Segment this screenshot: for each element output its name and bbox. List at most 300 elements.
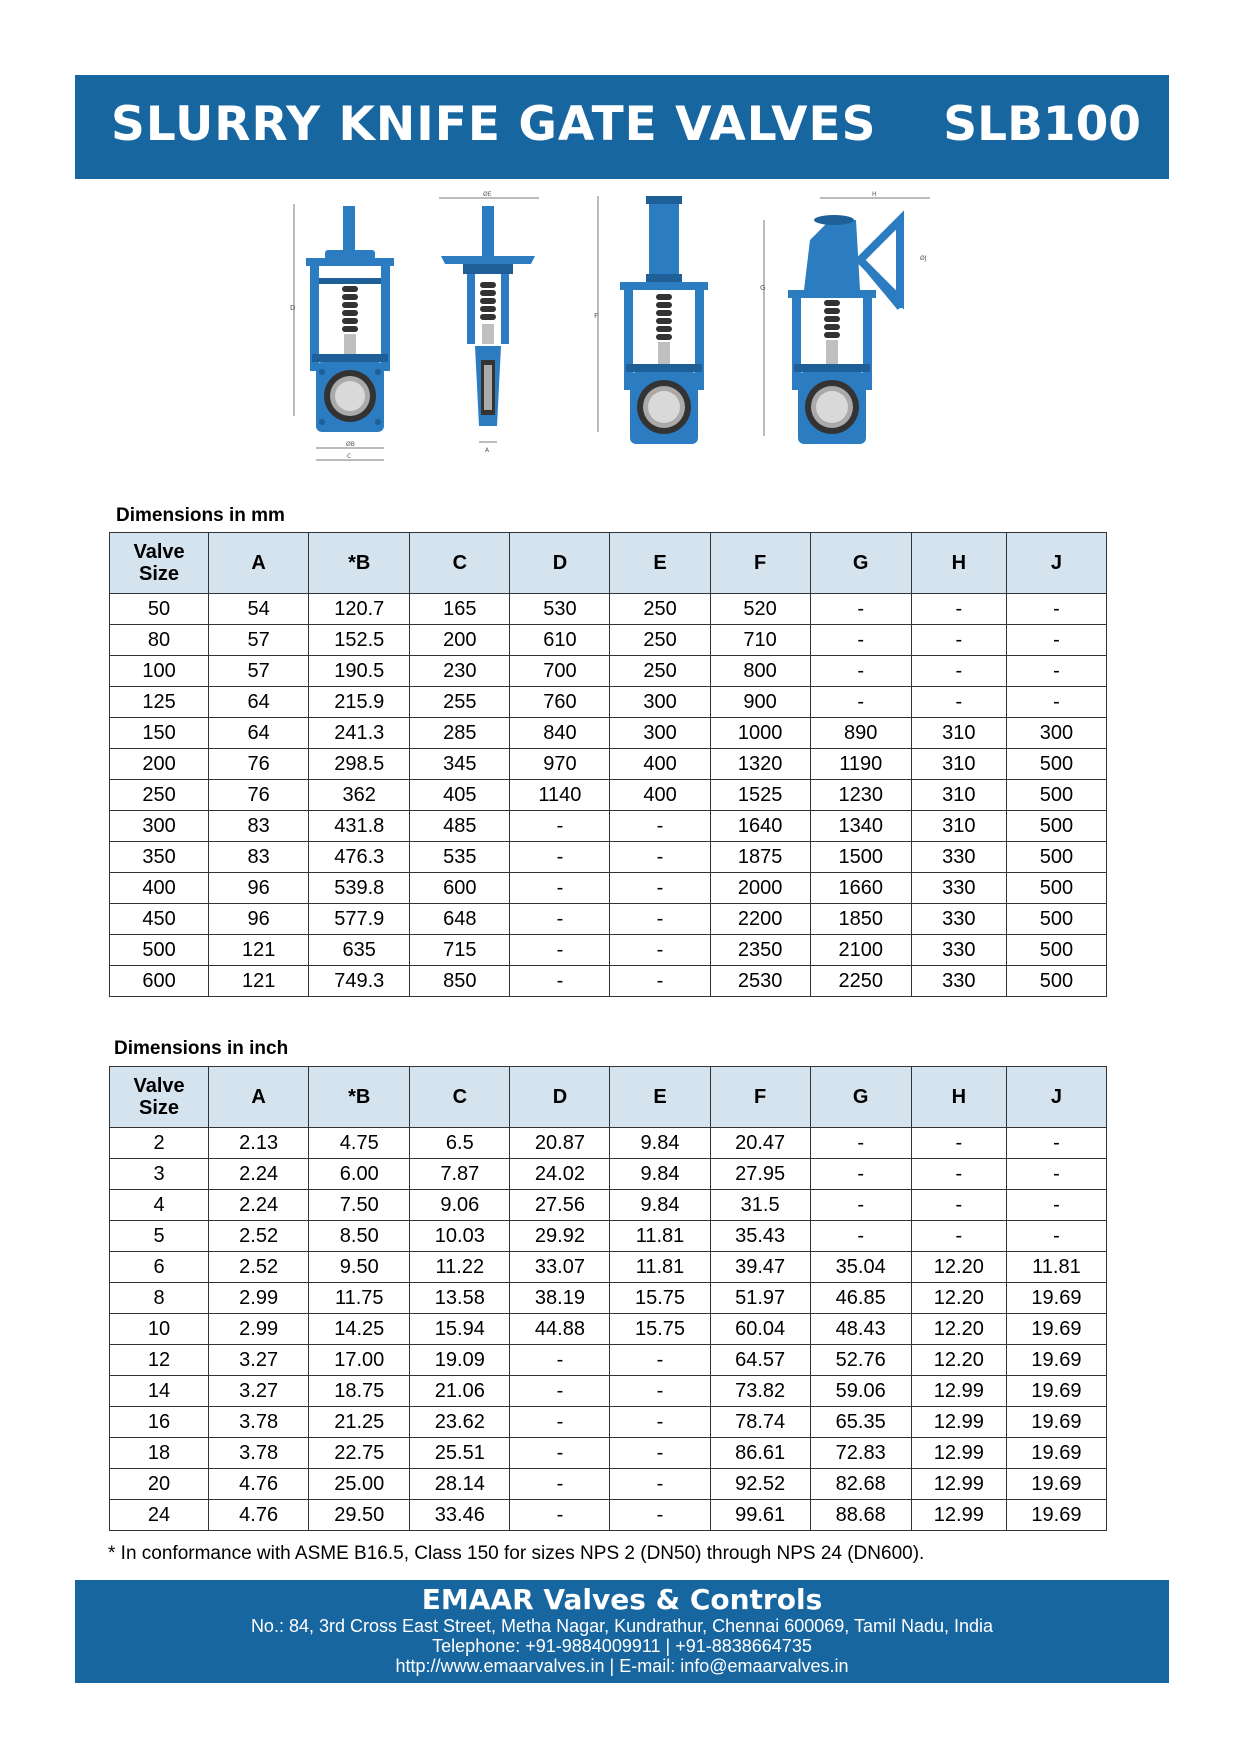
- table-cell: 38.19: [510, 1283, 610, 1314]
- table-cell: 14.25: [309, 1314, 410, 1345]
- table-cell: 12.20: [911, 1283, 1006, 1314]
- table-cell: 4.76: [209, 1500, 309, 1531]
- page-footer: [75, 1580, 1169, 1683]
- table-cell: 21.06: [410, 1376, 510, 1407]
- table-cell: -: [810, 594, 911, 625]
- table-cell: 600: [110, 966, 209, 997]
- table-cell: 500: [1006, 811, 1106, 842]
- column-header: H: [911, 533, 1006, 594]
- table-cell: 250: [110, 780, 209, 811]
- table-cell: 500: [1006, 842, 1106, 873]
- table-cell: 20.87: [510, 1128, 610, 1159]
- table-cell: 99.61: [710, 1500, 810, 1531]
- valve-drawings: [280, 190, 1000, 495]
- table-cell: -: [510, 1407, 610, 1438]
- table-cell: 840: [510, 718, 610, 749]
- table-cell: 520: [710, 594, 810, 625]
- table-cell: 64.57: [710, 1345, 810, 1376]
- table-cell: 9.50: [309, 1252, 410, 1283]
- table-row: [110, 1500, 1107, 1531]
- table-cell: 400: [110, 873, 209, 904]
- table-cell: 64: [209, 687, 309, 718]
- column-header: *B: [309, 533, 410, 594]
- valve-gear-operator-view: [760, 190, 940, 495]
- table-cell: -: [1006, 1221, 1106, 1252]
- table-cell: 648: [410, 904, 510, 935]
- table-cell: 330: [911, 842, 1006, 873]
- table-cell: 76: [209, 780, 309, 811]
- table-cell: -: [1006, 594, 1106, 625]
- table-cell: 8: [110, 1283, 209, 1314]
- table-cell: 1850: [810, 904, 911, 935]
- table-cell: 17.00: [309, 1345, 410, 1376]
- table-cell: 19.09: [410, 1345, 510, 1376]
- table-cell: 285: [410, 718, 510, 749]
- table-cell: 3: [110, 1159, 209, 1190]
- table-cell: 57: [209, 625, 309, 656]
- table-cell: 4.76: [209, 1469, 309, 1500]
- table-cell: 20: [110, 1469, 209, 1500]
- table-cell: 250: [610, 656, 710, 687]
- table-cell: 11.81: [610, 1252, 710, 1283]
- table-cell: 35.04: [810, 1252, 911, 1283]
- table-cell: 19.69: [1006, 1469, 1106, 1500]
- table-cell: 8.50: [309, 1221, 410, 1252]
- table-cell: -: [510, 1500, 610, 1531]
- table-row: [110, 1314, 1107, 1345]
- table-cell: 2.52: [209, 1221, 309, 1252]
- table-cell: 1320: [710, 749, 810, 780]
- table-cell: 350: [110, 842, 209, 873]
- column-header: D: [510, 533, 610, 594]
- table-cell: 152.5: [309, 625, 410, 656]
- table-row: [110, 966, 1107, 997]
- table-header-row: [110, 1067, 1107, 1128]
- table-cell: 610: [510, 625, 610, 656]
- table-cell: 1140: [510, 780, 610, 811]
- table-cell: 86.61: [710, 1438, 810, 1469]
- table-cell: 13.58: [410, 1283, 510, 1314]
- table-cell: 2: [110, 1128, 209, 1159]
- table-cell: 700: [510, 656, 610, 687]
- table-row: [110, 1128, 1107, 1159]
- column-header: Valve Size: [110, 533, 209, 594]
- dimensions-inch-table: [109, 1066, 1107, 1531]
- table-cell: 11.81: [610, 1221, 710, 1252]
- table-cell: 15.75: [610, 1283, 710, 1314]
- table-cell: 78.74: [710, 1407, 810, 1438]
- table-row: [110, 1159, 1107, 1190]
- table-cell: 29.50: [309, 1500, 410, 1531]
- table-cell: -: [810, 625, 911, 656]
- table-cell: -: [810, 687, 911, 718]
- table-cell: 46.85: [810, 1283, 911, 1314]
- table-cell: 345: [410, 749, 510, 780]
- table-cell: 125: [110, 687, 209, 718]
- table-cell: 96: [209, 904, 309, 935]
- table-cell: -: [911, 1159, 1006, 1190]
- table-cell: 1875: [710, 842, 810, 873]
- table-cell: 121: [209, 966, 309, 997]
- table-cell: 2200: [710, 904, 810, 935]
- table-cell: 82.68: [810, 1469, 911, 1500]
- table-cell: 800: [710, 656, 810, 687]
- table-cell: 1230: [810, 780, 911, 811]
- table-cell: 6.00: [309, 1159, 410, 1190]
- company-telephone: Telephone: +91-9884009911 | +91-8838664735: [432, 1636, 812, 1656]
- table-cell: 52.76: [810, 1345, 911, 1376]
- table-cell: 310: [911, 718, 1006, 749]
- table-cell: 330: [911, 935, 1006, 966]
- table-cell: -: [610, 966, 710, 997]
- table-cell: 12.99: [911, 1438, 1006, 1469]
- table-cell: 890: [810, 718, 911, 749]
- table-cell: -: [510, 935, 610, 966]
- table-cell: 120.7: [309, 594, 410, 625]
- table-cell: 4: [110, 1190, 209, 1221]
- dimension-label-g: G: [760, 284, 766, 292]
- table-cell: 12.20: [911, 1314, 1006, 1345]
- table-cell: 362: [309, 780, 410, 811]
- mm-table-title: Dimensions in mm: [116, 505, 285, 526]
- table-cell: 2.24: [209, 1159, 309, 1190]
- table-cell: 19.69: [1006, 1438, 1106, 1469]
- table-cell: 2.24: [209, 1190, 309, 1221]
- table-cell: 28.14: [410, 1469, 510, 1500]
- dimension-label-a: A: [485, 447, 490, 454]
- table-cell: 25.00: [309, 1469, 410, 1500]
- dimension-label-e: ØE: [483, 191, 492, 198]
- table-cell: 9.84: [610, 1159, 710, 1190]
- table-cell: 310: [911, 780, 1006, 811]
- table-cell: 431.8: [309, 811, 410, 842]
- table-cell: 298.5: [309, 749, 410, 780]
- table-cell: -: [510, 1345, 610, 1376]
- table-cell: 970: [510, 749, 610, 780]
- table-cell: -: [510, 1438, 610, 1469]
- dimension-label-j: ØJ: [920, 255, 927, 262]
- table-cell: 88.68: [810, 1500, 911, 1531]
- table-cell: 1500: [810, 842, 911, 873]
- table-cell: 3.78: [209, 1438, 309, 1469]
- table-cell: -: [810, 1190, 911, 1221]
- dimension-label-f: F: [594, 312, 599, 320]
- table-cell: 11.22: [410, 1252, 510, 1283]
- table-cell: -: [510, 811, 610, 842]
- table-cell: 850: [410, 966, 510, 997]
- table-cell: 22.75: [309, 1438, 410, 1469]
- table-row: [110, 1376, 1107, 1407]
- valve-handwheel-front-view: [290, 190, 415, 495]
- table-cell: 24.02: [510, 1159, 610, 1190]
- table-cell: 1000: [710, 718, 810, 749]
- table-cell: 6.5: [410, 1128, 510, 1159]
- table-cell: 500: [1006, 780, 1106, 811]
- table-row: [110, 780, 1107, 811]
- table-row: [110, 718, 1107, 749]
- table-cell: 310: [911, 811, 1006, 842]
- table-cell: -: [911, 625, 1006, 656]
- table-row: [110, 873, 1107, 904]
- table-cell: 1340: [810, 811, 911, 842]
- table-cell: 200: [110, 749, 209, 780]
- table-cell: 7.50: [309, 1190, 410, 1221]
- table-cell: 12.99: [911, 1500, 1006, 1531]
- table-cell: 539.8: [309, 873, 410, 904]
- table-row: [110, 811, 1107, 842]
- table-cell: -: [610, 1345, 710, 1376]
- table-cell: -: [911, 1190, 1006, 1221]
- table-row: [110, 594, 1107, 625]
- table-cell: 65.35: [810, 1407, 911, 1438]
- table-row: [110, 625, 1107, 656]
- table-cell: 215.9: [309, 687, 410, 718]
- table-cell: -: [510, 1376, 610, 1407]
- table-cell: -: [510, 873, 610, 904]
- table-cell: -: [911, 1128, 1006, 1159]
- table-cell: 715: [410, 935, 510, 966]
- table-cell: 9.06: [410, 1190, 510, 1221]
- table-row: [110, 1407, 1107, 1438]
- table-cell: 3.27: [209, 1376, 309, 1407]
- table-cell: 500: [1006, 966, 1106, 997]
- table-cell: 44.88: [510, 1314, 610, 1345]
- column-header: E: [610, 533, 710, 594]
- table-cell: -: [810, 1159, 911, 1190]
- table-cell: 57: [209, 656, 309, 687]
- table-cell: 9.84: [610, 1128, 710, 1159]
- table-cell: -: [911, 687, 1006, 718]
- table-cell: 121: [209, 935, 309, 966]
- dimension-label-h: H: [872, 191, 877, 198]
- table-cell: 72.83: [810, 1438, 911, 1469]
- table-cell: -: [510, 966, 610, 997]
- table-cell: 330: [911, 873, 1006, 904]
- table-cell: 2350: [710, 935, 810, 966]
- column-header: A: [209, 1067, 309, 1128]
- table-cell: 250: [610, 594, 710, 625]
- table-cell: 23.62: [410, 1407, 510, 1438]
- dimensions-mm-table: [109, 532, 1107, 997]
- table-row: [110, 1438, 1107, 1469]
- table-cell: 760: [510, 687, 610, 718]
- table-cell: -: [810, 1128, 911, 1159]
- table-cell: 485: [410, 811, 510, 842]
- table-cell: 7.87: [410, 1159, 510, 1190]
- table-cell: -: [1006, 1159, 1106, 1190]
- table-cell: -: [911, 656, 1006, 687]
- table-row: [110, 1252, 1107, 1283]
- column-header: E: [610, 1067, 710, 1128]
- table-cell: -: [1006, 656, 1106, 687]
- table-cell: 12.20: [911, 1345, 1006, 1376]
- footnote: * In conformance with ASME B16.5, Class 150 for sizes NPS 2 (DN50) through NPS 24 (DN600).: [108, 1543, 925, 1564]
- table-cell: 500: [110, 935, 209, 966]
- table-cell: -: [1006, 1128, 1106, 1159]
- company-address: No.: 84, 3rd Cross East Street, Metha Nagar, Kundrathur, Chennai 600069, Tamil Nadu, India: [250, 1616, 994, 1636]
- table-cell: 3.27: [209, 1345, 309, 1376]
- table-cell: 19.69: [1006, 1345, 1106, 1376]
- table-cell: -: [510, 842, 610, 873]
- table-cell: 2100: [810, 935, 911, 966]
- table-cell: 1525: [710, 780, 810, 811]
- table-cell: -: [510, 904, 610, 935]
- table-cell: 51.97: [710, 1283, 810, 1314]
- table-cell: 405: [410, 780, 510, 811]
- table-cell: 250: [610, 625, 710, 656]
- table-cell: -: [810, 1221, 911, 1252]
- table-cell: 9.84: [610, 1190, 710, 1221]
- table-cell: -: [610, 873, 710, 904]
- table-cell: 600: [410, 873, 510, 904]
- table-cell: 21.25: [309, 1407, 410, 1438]
- table-cell: -: [610, 935, 710, 966]
- table-cell: 92.52: [710, 1469, 810, 1500]
- table-header-row: [110, 533, 1107, 594]
- company-name: EMAAR Valves & Controls: [421, 1583, 823, 1616]
- table-cell: -: [610, 1376, 710, 1407]
- table-cell: 73.82: [710, 1376, 810, 1407]
- page-header: [75, 75, 1169, 179]
- table-row: [110, 1221, 1107, 1252]
- table-cell: 900: [710, 687, 810, 718]
- table-cell: 330: [911, 904, 1006, 935]
- table-cell: 27.95: [710, 1159, 810, 1190]
- table-cell: -: [1006, 687, 1106, 718]
- table-cell: 530: [510, 594, 610, 625]
- table-cell: 310: [911, 749, 1006, 780]
- table-cell: 300: [1006, 718, 1106, 749]
- table-cell: 54: [209, 594, 309, 625]
- table-cell: 500: [1006, 935, 1106, 966]
- valve-pneumatic-actuator-view: [594, 190, 719, 495]
- table-cell: 300: [610, 687, 710, 718]
- valve-side-view: [437, 190, 547, 495]
- table-row: [110, 1190, 1107, 1221]
- table-cell: 200: [410, 625, 510, 656]
- table-cell: 3.78: [209, 1407, 309, 1438]
- table-cell: -: [610, 842, 710, 873]
- table-cell: 400: [610, 749, 710, 780]
- dimension-label-b: ØB: [346, 441, 355, 448]
- column-header: D: [510, 1067, 610, 1128]
- column-header: J: [1006, 1067, 1106, 1128]
- table-row: [110, 1345, 1107, 1376]
- dimension-label-c: C: [347, 453, 352, 460]
- table-cell: 14: [110, 1376, 209, 1407]
- table-cell: 300: [610, 718, 710, 749]
- column-header: H: [911, 1067, 1006, 1128]
- table-cell: -: [610, 1407, 710, 1438]
- table-cell: 15.94: [410, 1314, 510, 1345]
- table-cell: -: [610, 811, 710, 842]
- table-cell: 19.69: [1006, 1500, 1106, 1531]
- table-cell: 59.06: [810, 1376, 911, 1407]
- table-cell: 165: [410, 594, 510, 625]
- column-header: A: [209, 533, 309, 594]
- table-cell: 25.51: [410, 1438, 510, 1469]
- column-header: G: [810, 1067, 911, 1128]
- column-header: F: [710, 1067, 810, 1128]
- table-cell: -: [610, 1500, 710, 1531]
- table-cell: 18.75: [309, 1376, 410, 1407]
- dimension-label-d: D: [290, 304, 296, 312]
- table-cell: -: [510, 1469, 610, 1500]
- column-header: J: [1006, 533, 1106, 594]
- table-row: [110, 842, 1107, 873]
- table-cell: 190.5: [309, 656, 410, 687]
- table-cell: 500: [1006, 873, 1106, 904]
- table-row: [110, 749, 1107, 780]
- table-cell: 27.56: [510, 1190, 610, 1221]
- table-cell: 29.92: [510, 1221, 610, 1252]
- table-cell: 96: [209, 873, 309, 904]
- table-cell: 577.9: [309, 904, 410, 935]
- table-row: [110, 935, 1107, 966]
- table-cell: -: [610, 904, 710, 935]
- table-cell: 2530: [710, 966, 810, 997]
- table-cell: 535: [410, 842, 510, 873]
- table-row: [110, 1469, 1107, 1500]
- table-cell: 19.69: [1006, 1407, 1106, 1438]
- table-cell: -: [911, 1221, 1006, 1252]
- table-cell: 12.99: [911, 1376, 1006, 1407]
- table-cell: 710: [710, 625, 810, 656]
- table-cell: 18: [110, 1438, 209, 1469]
- table-cell: 64: [209, 718, 309, 749]
- column-header: G: [810, 533, 911, 594]
- table-cell: 1640: [710, 811, 810, 842]
- table-cell: 12: [110, 1345, 209, 1376]
- table-cell: 76: [209, 749, 309, 780]
- table-cell: 476.3: [309, 842, 410, 873]
- inch-table-title: Dimensions in inch: [114, 1038, 289, 1059]
- table-cell: 15.75: [610, 1314, 710, 1345]
- table-cell: 330: [911, 966, 1006, 997]
- table-cell: 31.5: [710, 1190, 810, 1221]
- table-cell: 2.52: [209, 1252, 309, 1283]
- table-cell: 24: [110, 1500, 209, 1531]
- table-cell: 60.04: [710, 1314, 810, 1345]
- table-cell: 100: [110, 656, 209, 687]
- table-cell: 1660: [810, 873, 911, 904]
- company-web-email: http://www.emaarvalves.in | E-mail: info@emaarvalves.in: [395, 1656, 849, 1676]
- column-header: *B: [309, 1067, 410, 1128]
- column-header: C: [410, 1067, 510, 1128]
- table-cell: 2.99: [209, 1283, 309, 1314]
- table-cell: 635: [309, 935, 410, 966]
- table-cell: 11.75: [309, 1283, 410, 1314]
- table-cell: -: [610, 1469, 710, 1500]
- table-cell: 500: [1006, 904, 1106, 935]
- column-header: C: [410, 533, 510, 594]
- table-cell: 2000: [710, 873, 810, 904]
- column-header: F: [710, 533, 810, 594]
- table-cell: 39.47: [710, 1252, 810, 1283]
- table-cell: 450: [110, 904, 209, 935]
- table-cell: 11.81: [1006, 1252, 1106, 1283]
- table-cell: 255: [410, 687, 510, 718]
- table-cell: 400: [610, 780, 710, 811]
- page-title: SLURRY KNIFE GATE VALVES: [111, 97, 877, 152]
- column-header: Valve Size: [110, 1067, 209, 1128]
- table-cell: -: [810, 656, 911, 687]
- table-cell: 80: [110, 625, 209, 656]
- table-cell: 300: [110, 811, 209, 842]
- table-cell: 10.03: [410, 1221, 510, 1252]
- table-row: [110, 656, 1107, 687]
- table-cell: 5: [110, 1221, 209, 1252]
